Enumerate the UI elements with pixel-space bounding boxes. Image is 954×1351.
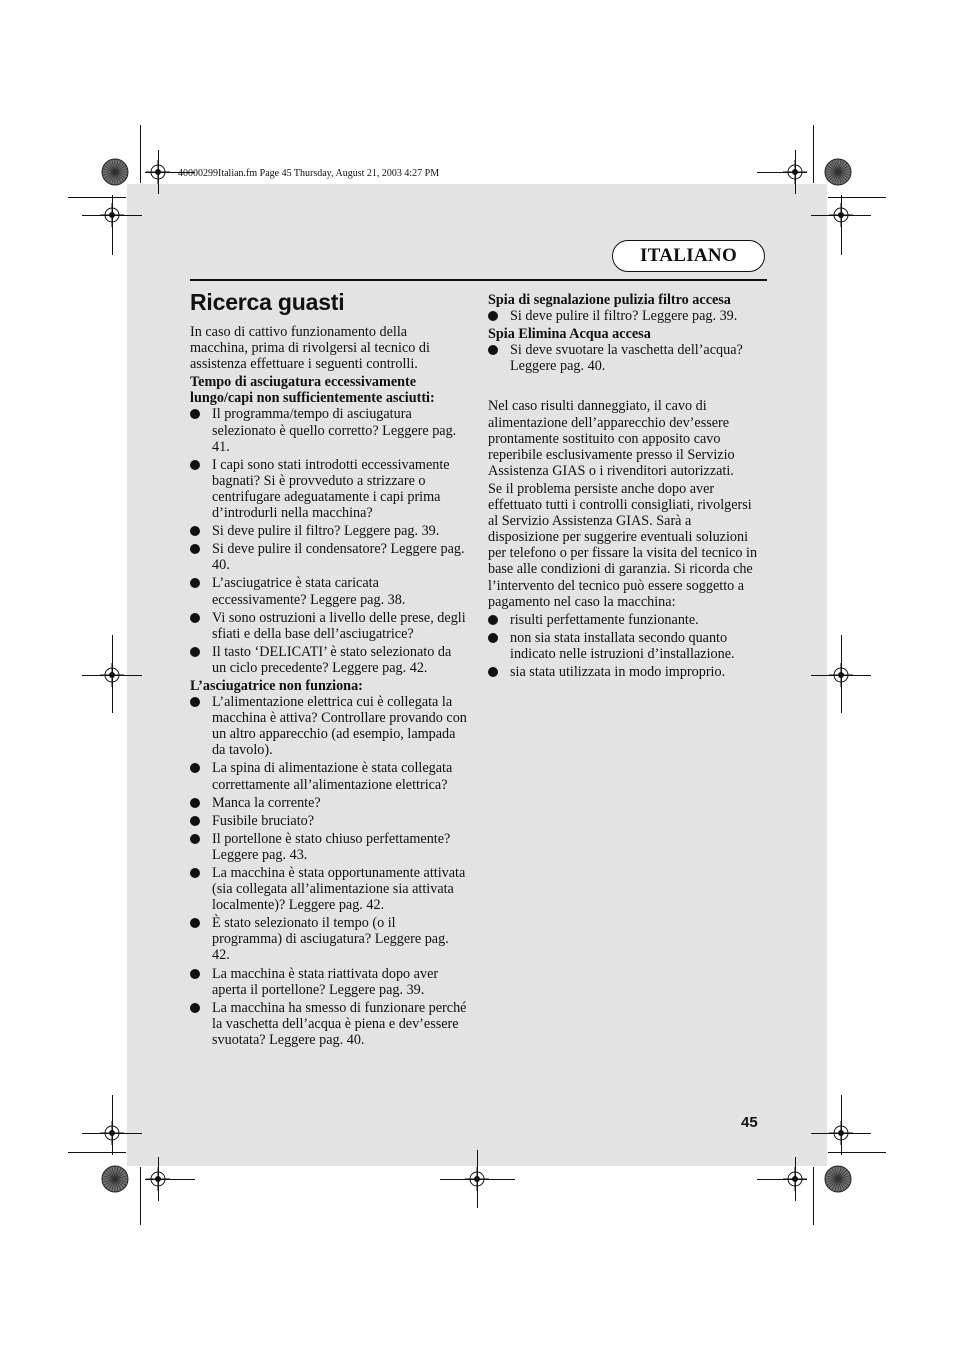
crop-line: [828, 1152, 886, 1153]
list-item: Il tasto ‘DELICATI’ è stato selezionato da un ciclo precedente? Leggere pag. 42.: [190, 644, 467, 676]
crop-line: [82, 675, 142, 676]
list-item: Fusibile bruciato?: [190, 813, 467, 829]
bullet-icon: [488, 311, 498, 321]
file-info-header: 40000299Italian.fm Page 45 Thursday, August 21, 2003 4:27 PM: [178, 168, 440, 179]
bullet-icon: [190, 1003, 200, 1013]
crop-line: [828, 197, 886, 198]
intro-paragraph: In caso di cattivo funzionamento della macchina, prima di rivolgersi al tecnico di assistenza effettuare i seguenti controlli.: [190, 324, 430, 373]
color-bar-target-icon: [101, 158, 129, 186]
crop-line: [841, 195, 842, 255]
list-item: Si deve pulire il filtro? Leggere pag. 39.: [190, 523, 467, 539]
color-bar-target-icon: [101, 1165, 129, 1193]
bullet-icon: [488, 633, 498, 643]
crop-line: [140, 1167, 141, 1225]
crop-line: [145, 1179, 195, 1180]
crop-line: [68, 1152, 126, 1153]
language-label: ITALIANO: [639, 245, 738, 266]
crop-line: [841, 635, 842, 713]
left-column: [190, 324, 467, 1050]
crop-line: [112, 635, 113, 713]
bullet-icon: [190, 868, 200, 878]
bullet-icon: [190, 578, 200, 588]
list-item: Vi sono ostruzioni a livello delle prese, degli sfiati e della base dell’asciugatrice?: [190, 610, 467, 642]
list-item: La macchina è stata opportunamente attivata (sia collegata all’alimentazione sia attivata localmente)? Leggere pag. 42.: [190, 865, 467, 913]
bullet-icon: [190, 816, 200, 826]
list-item: non sia stata installata secondo quanto indicato nelle istruzioni d’installazione.: [488, 630, 764, 662]
checklist-drying-time: [190, 406, 467, 676]
crop-line: [811, 215, 871, 216]
bullet-icon: [190, 798, 200, 808]
bullet-icon: [190, 834, 200, 844]
color-bar-target-icon: [824, 1165, 852, 1193]
language-tab: [612, 240, 765, 272]
page-title: Ricerca guasti: [190, 289, 345, 315]
list-item: Il portellone è stato chiuso perfettamente? Leggere pag. 43.: [190, 831, 467, 863]
list-item: L’alimentazione elettrica cui è collegata la macchina è attiva? Controllare provando con un altro apparecchio (ad esempio, lampada da tavolo).: [190, 694, 467, 758]
list-item: Manca la corrente?: [190, 795, 467, 811]
crop-line: [795, 150, 796, 194]
list-item: sia stata utilizzata in modo improprio.: [488, 664, 764, 680]
page-number: 45: [741, 1114, 758, 1131]
crop-line: [82, 215, 142, 216]
list-item: Il programma/tempo di asciugatura selezionato è quello corretto? Leggere pag. 41.: [190, 406, 467, 454]
list-item: La macchina è stata riattivata dopo aver aperta il portellone? Leggere pag. 39.: [190, 966, 467, 998]
list-item: La macchina ha smesso di funzionare perché la vaschetta dell’acqua è piena e dev’essere svuotata? Leggere pag. 40.: [190, 1000, 467, 1048]
title-rule: [190, 279, 767, 281]
bullet-icon: [488, 345, 498, 355]
bullet-icon: [190, 918, 200, 928]
right-column: [488, 292, 764, 682]
crop-line: [112, 195, 113, 255]
section-heading-drying-time: Tempo di asciugatura eccessivamente lungo/capi non sufficientemente asciutti:: [190, 374, 435, 407]
list-item: La spina di alimentazione è stata collegata correttamente all’alimentazione elettrica?: [190, 760, 467, 792]
bullet-icon: [488, 667, 498, 677]
crop-line: [813, 1167, 814, 1225]
crop-line: [757, 1179, 807, 1180]
checklist-water-light: [488, 342, 764, 374]
section-heading-water-light: Spia Elimina Acqua accesa: [488, 326, 651, 343]
crop-line: [112, 1095, 113, 1155]
crop-line: [158, 150, 159, 194]
crop-line: [140, 125, 141, 183]
service-conditions-list: [488, 612, 764, 680]
bullet-icon: [190, 613, 200, 623]
crop-line: [757, 172, 807, 173]
bullet-icon: [190, 409, 200, 419]
section-heading-not-working: L’asciugatrice non funziona:: [190, 677, 363, 694]
bullet-icon: [488, 615, 498, 625]
section-heading-filter-light: Spia di segnalazione pulizia filtro accesa: [488, 292, 731, 308]
checklist-not-working: [190, 694, 467, 1048]
bullet-icon: [190, 969, 200, 979]
list-item: Si deve pulire il filtro? Leggere pag. 39.: [488, 308, 764, 324]
bullet-icon: [190, 544, 200, 554]
crop-line: [158, 1157, 159, 1201]
crop-line: [68, 197, 126, 198]
bullet-icon: [190, 460, 200, 470]
bullet-icon: [190, 647, 200, 657]
crop-line: [811, 1133, 871, 1134]
bullet-icon: [190, 526, 200, 536]
bullet-icon: [190, 763, 200, 773]
list-item: L’asciugatrice è stata caricata eccessivamente? Leggere pag. 38.: [190, 575, 467, 607]
color-bar-target-icon: [824, 158, 852, 186]
crop-line: [82, 1133, 142, 1134]
service-paragraph: Se il problema persiste anche dopo aver effettuato tutti i controlli consigliati, rivolgersi al Servizio Assistenza GIAS. Sarà a disposizione per suggerire eventuali soluzioni per telefono o per fissare la visita del tecnico in base alle condizioni di garanzia. Si ricorda che l’intervento del tecnico può essere soggetto a pagamento nel caso la macchina:: [488, 480, 758, 610]
list-item: Si deve pulire il condensatore? Leggere pag. 40.: [190, 541, 467, 573]
list-item: È stato selezionato il tempo (o il programma) di asciugatura? Leggere pag. 42.: [190, 915, 467, 963]
crop-line: [811, 675, 871, 676]
list-item: Si deve svuotare la vaschetta dell’acqua? Leggere pag. 40.: [488, 342, 764, 374]
crop-line: [795, 1157, 796, 1201]
bullet-icon: [190, 697, 200, 707]
crop-line: [841, 1095, 842, 1155]
power-cable-paragraph: Nel caso risulti danneggiato, il cavo di alimentazione dell’apparecchio dev’essere prontamente sostituito con apposito cavo reperibile esclusivamente presso il Servizio Assistenza GIAS o i rivenditori autorizzati.: [488, 398, 735, 479]
list-item: risulti perfettamente funzionante.: [488, 612, 764, 628]
crop-line: [477, 1150, 478, 1208]
list-item: I capi sono stati introdotti eccessivamente bagnati? Si è provveduto a strizzare o centrifugare adeguatamente i capi prima d’introdurli nella macchina?: [190, 457, 467, 521]
crop-line: [813, 125, 814, 183]
checklist-filter-light: [488, 308, 764, 324]
